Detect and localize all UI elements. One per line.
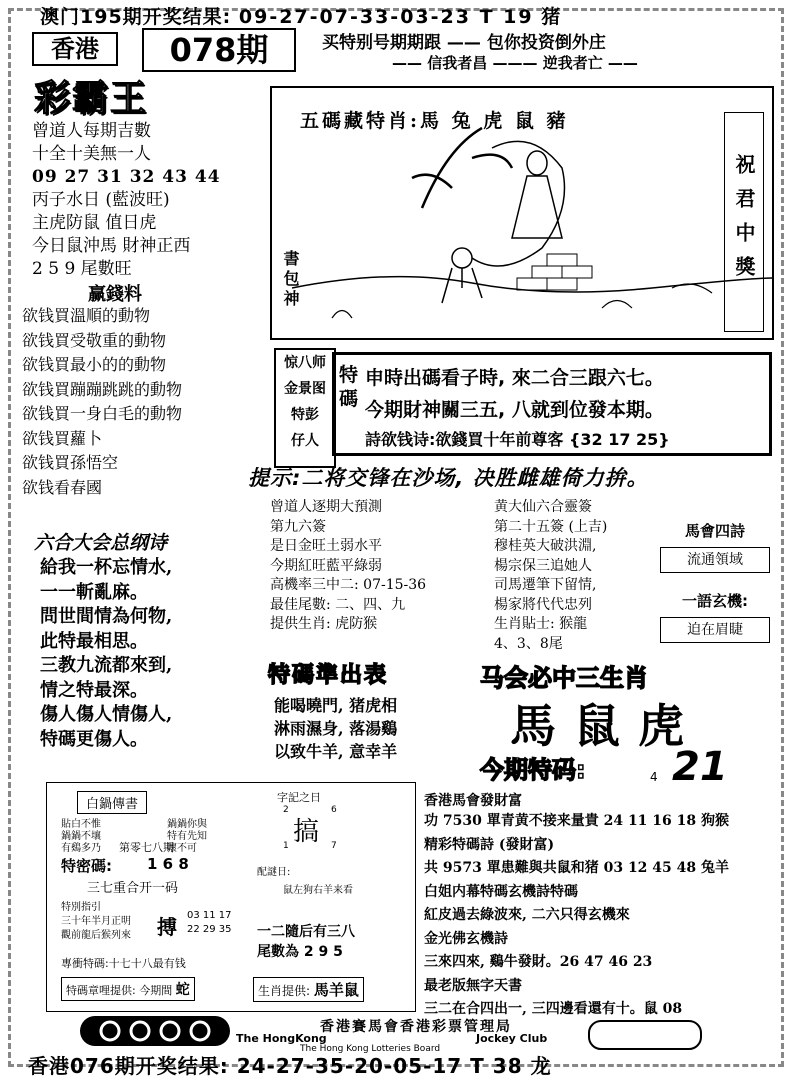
poem-line: 問世間情為何物,	[40, 606, 173, 627]
three-zodiac-title: 马会必中三生肖	[480, 664, 648, 692]
list-item: 欲钱買最小的的動物	[22, 355, 167, 374]
big-poem-title: 六合大会总纲诗	[34, 532, 168, 554]
footer-en1: The HongKong	[236, 1032, 327, 1045]
list-item: 欲钱買溫順的動物	[22, 306, 151, 325]
brand-title: 彩霸王	[34, 77, 149, 119]
left-info-line: 曾道人每期吉數	[32, 121, 151, 141]
special-line-1: 申時出碼看子時, 來二合三跟六七。	[365, 367, 664, 389]
hk-result-numbers: 24-27-35-20-05-17 T 38	[236, 1054, 523, 1078]
left-info-line: 09 27 31 32 43 44	[32, 167, 221, 187]
guide-small: 特別指引 三十年半月正明 觀前龍后猴列來	[61, 902, 131, 941]
special-line-2: 今期財神關三五, 八就到位發本期。	[365, 399, 664, 421]
list-item: 欲钱買孫悟空	[22, 453, 119, 472]
left-info-line: 2 5 9 尾數旺	[32, 259, 132, 279]
code-title: 今期特码:	[480, 756, 586, 784]
seal-stamp: 惊八师 金景图 特彭 仔人	[274, 348, 336, 468]
hk-result-label: 香港076期开奖结果:	[28, 1054, 229, 1078]
poem-line: 傷人傷人情傷人,	[40, 704, 173, 725]
fortune-block: 黄大仙六合靈簽 第二十五簽 (上吉) 穆桂英大破洪淵, 楊宗保三追她人 司馬遷筆下留情, 楊家將代代忠列 生肖貼士: 猴龍 4、3、8尾	[494, 499, 608, 652]
list-item: 欲钱買蘿卜	[22, 428, 103, 448]
side-book-god: 書包神	[281, 250, 300, 310]
macau-result-label: 澳门195期开奖结果:	[40, 6, 232, 28]
left-info-line: 主虎防鼠 值日虎	[32, 213, 157, 233]
book-numbers: 03 11 17 22 29 35	[187, 910, 232, 935]
book-title: 白鍋傳書	[77, 791, 147, 814]
macau-result-numbers: 09-27-07-33-03-23 T 19	[238, 6, 534, 28]
list-item: 欲钱買蹦蹦跳跳的動物	[22, 379, 183, 399]
code-small: 4	[650, 770, 658, 784]
wave-line: 專衝特碼:十七十八最有钱	[61, 957, 186, 970]
zodiac-line: 特碼章哩提供: 今期間 蛇	[61, 977, 195, 1001]
lotteries-logo-icon	[588, 1020, 702, 1050]
footer-org: 香港賽馬會香港彩票管理局	[320, 1019, 512, 1035]
picture-caption: 五碼藏特肖:馬 兔 虎 鼠 豬	[300, 110, 569, 132]
hk-tips: 功 7530 單青黄不接来量貴 24 11 16 18 狗猴 精彩特碼詩 (發財富) 共 9573 單患難與共鼠和猪 03 12 45 48 兔羊 白姐内幕特碼玄機詩特碼 紅皮過去綠波來, 二六只得玄機來 金光佛玄機詩 三來四來, 鷄牛發財。26 47 46 23 最老版無字天書 三二在合四出一, 三四邊看還有十。鼠 08	[424, 813, 730, 1017]
slogan-sub: —— 信我者昌 ——— 逆我者亡 ——	[392, 54, 638, 72]
char-num: 2	[283, 805, 289, 815]
left-info	[32, 120, 262, 281]
poem-line: 三教九流都來到,	[40, 655, 173, 676]
hk-tips-title: 香港馬會發財富	[424, 793, 522, 809]
hint-line: 提示:二将交锋在沙场, 决胜雌雄倚力拚。	[248, 466, 649, 490]
side-blessing: 祝君中獎	[724, 112, 764, 332]
zodiac-provide: 生肖提供: 馬羊鼠	[253, 977, 364, 1002]
book-left-small: 貼白不惟 鍋鍋不壤 有鷄多乃	[61, 819, 101, 854]
two-line: 一二隨后有三八	[257, 924, 355, 940]
list-item: 欲钱買受敬重的動物	[22, 330, 167, 350]
region-label: 香港	[32, 32, 118, 66]
horse-poem: 馬會四詩 流通領域	[660, 520, 770, 572]
char-hint-label: 配謎日:	[257, 867, 291, 878]
special-table: 能喝曉門, 猪虎相 淋雨濕身, 落湯鷄 以致牛羊, 意幸羊	[274, 696, 398, 761]
char-big: 搞	[293, 817, 320, 847]
jockey-logo-icon	[80, 1016, 230, 1046]
book-panel	[46, 782, 416, 1012]
hk-result-zodiac: 龙	[530, 1054, 552, 1078]
special-table-title: 特碼準出表	[268, 663, 389, 688]
three-zodiac-animals: 馬鼠虎	[510, 699, 702, 753]
one-word-hint: 一語玄機: 迫在眉睫	[660, 590, 770, 643]
win-list	[22, 304, 262, 500]
big-poem	[40, 556, 172, 752]
special-line-3: 詩欲钱诗:欲錢買十年前尊客 {32 17 25}	[365, 430, 670, 449]
macau-result-bar	[40, 2, 760, 28]
tail-line: 尾數為 2 9 5	[257, 944, 343, 960]
left-info-line: 十全十美無一人	[32, 144, 151, 164]
special-code-box	[332, 352, 772, 456]
char-title: 字記之日	[277, 791, 321, 804]
poem-line: 給我一杯忘情水,	[40, 557, 173, 578]
poem-line: 一一斬亂麻。	[40, 581, 148, 603]
win-section-title: 赢錢料	[88, 284, 142, 305]
prediction-block: 曾道人逐期大預測 第九六簽 是日金旺土弱水平 今期紅旺藍平綠弱 高機率三中二: 07-15-36 最佳尾數: 二、四、九 提供生肖: 虎防猴	[270, 499, 427, 632]
char-hint: 鼠左狗右羊来看	[283, 885, 353, 896]
list-item: 欲钱買一身白毛的動物	[22, 404, 183, 423]
code-number: 21	[672, 744, 728, 790]
special-tag: 特碼	[339, 364, 359, 410]
issue-number: 078期	[142, 28, 296, 72]
footer-en3: The Hong Kong Lotteries Board	[300, 1044, 441, 1054]
macau-result-zodiac: 猪	[541, 6, 562, 28]
slogan-main: 买特别号期期跟 —— 包你投资倒外庄	[322, 33, 606, 53]
left-info-line: 今日鼠沖馬 財神正西	[32, 236, 191, 256]
combo-line: 三七重合开一码	[87, 881, 179, 896]
book-right-small: 鍋鍋你與 特有先知 壞不可	[167, 819, 207, 854]
center-char: 搏	[157, 915, 177, 939]
poem-line: 此特最相思。	[40, 630, 148, 652]
hk-result-bar	[28, 1050, 778, 1079]
secret-code-label: 特密碼:	[61, 857, 112, 875]
footer-en2: Jockey Club	[476, 1032, 548, 1045]
secret-code-value: 1 6 8	[147, 855, 189, 873]
book-issue: 第零七八期	[119, 841, 174, 854]
list-item: 欲钱看春國	[22, 477, 103, 497]
char-num: 6	[331, 805, 337, 815]
left-info-line: 丙子水日 (藍波旺)	[32, 190, 170, 210]
char-num: 1	[283, 841, 289, 851]
poem-line: 特碼更傷人。	[40, 728, 148, 750]
char-num: 7	[331, 841, 337, 851]
poem-line: 情之特最深。	[40, 679, 148, 701]
